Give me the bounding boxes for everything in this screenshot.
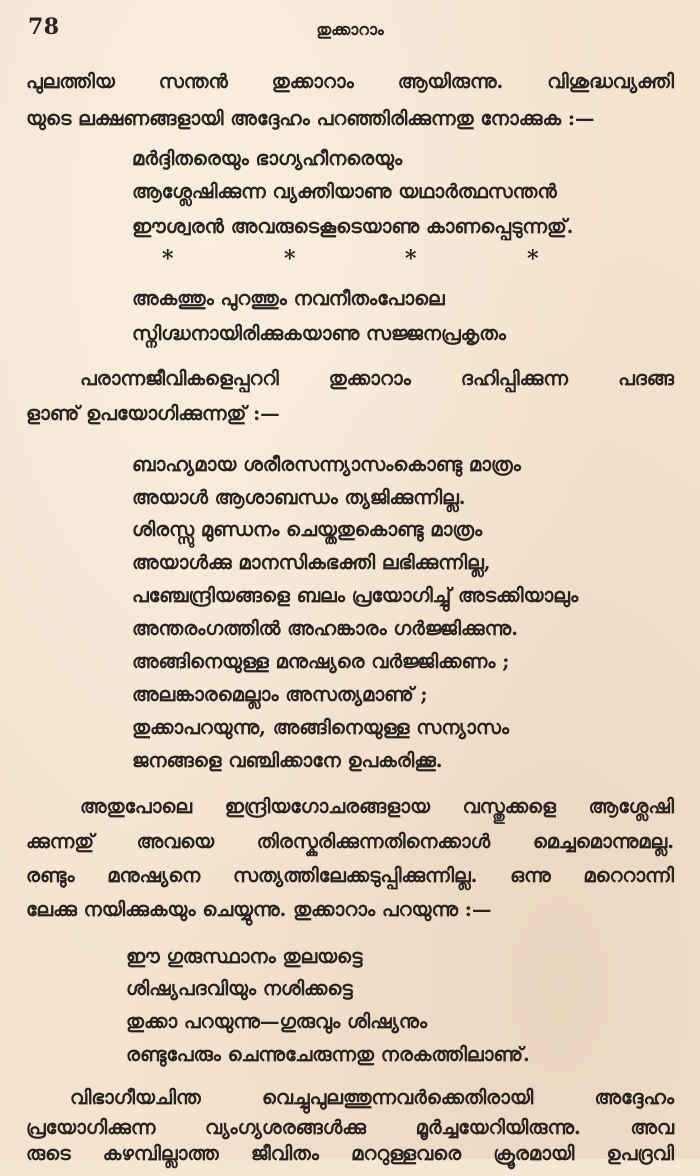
text-line: ളാണു് ഉപയോഗിക്കുന്നതു് :—: [26, 402, 280, 425]
separator-star: *: [527, 246, 539, 272]
text-line: രുടെ കഴമ്പില്ലാത്ത ജീവിതം മററുള്ളവരെ ക്രൂരമായി ഉപദ്രവി: [26, 1142, 674, 1165]
verse-line: അയാൾ ആശാബന്ധം ത്യജിക്കുന്നില്ല.: [132, 486, 466, 509]
verse-line: അങ്ങിനെയുള്ള മനുഷ്യരെ വർജ്ജിക്കണം ;: [132, 650, 510, 673]
text-line: വിഭാഗീയചിന്ത വെച്ചുപുലത്തുന്നവർക്കെതിരായി അദ്ദേഹം: [70, 1086, 674, 1109]
verse-line: രണ്ടുപേരും ചെന്നുചേരുന്നതു നരകത്തിലാണു്.: [126, 1043, 530, 1066]
verse-line: പഞ്ചേന്ദ്രിയങ്ങളെ ബലം പ്രയോഗിച്ചു് അടക്കിയാലും: [132, 584, 579, 607]
text-line: യുടെ ലക്ഷണങ്ങളായി അദ്ദേഹം പറഞ്ഞിരിക്കുന്നതു നോക്കുക :—: [26, 107, 595, 130]
verse-line: ജനങ്ങളെ വഞ്ചിക്കാനേ ഉപകരിക്കൂ.: [132, 749, 443, 772]
separator-star: *: [284, 246, 296, 272]
verse-line: ശിഷ്യപദവിയും നശിക്കട്ടെ: [126, 977, 353, 1000]
verse-line: സ്നിഗ്ദ്ധനായിരിക്കുകയാണു സജ്ജനപ്രകൃതം: [132, 322, 506, 345]
text-line: പുലത്തിയ സന്തൻ തുക്കാറാം ആയിരുന്നു. വിശുദ്ധവ്യക്തി: [26, 70, 674, 93]
separator-star: *: [162, 246, 174, 272]
verse-line: അകത്തും പുറത്തും നവനീതംപോലെ: [132, 287, 445, 310]
verse-line: മർദ്ദിതരെയും ഭാഗ്യഹീനരെയും: [132, 147, 403, 170]
verse-line: അന്തരംഗത്തിൽ അഹങ്കാരം ഗർജ്ജിക്കുന്നു.: [132, 617, 519, 640]
verse-line: ഈശ്വരൻ അവരുടെകൂടെയാണു കാണപ്പെടുന്നതു്.: [132, 215, 574, 238]
page-number: 78: [28, 14, 60, 40]
verse-line: ഈ ഗുരുസ്ഥാനം തുലയട്ടെ: [126, 945, 363, 968]
verse-line: അലങ്കാരമെല്ലാം അസത്യമാണു് ;: [132, 683, 428, 706]
running-header: തുക്കാറാം: [316, 20, 384, 39]
verse-line: ശിരസ്സു മുണ്ഡനം ചെയ്തതുകൊണ്ടു മാത്രം: [132, 518, 483, 541]
text-line: രണ്ടും മനുഷ്യനെ സത്യത്തിലേക്കടുപ്പിക്കുന്നില്ല. ഒന്നു മറെറാന്നി: [26, 864, 674, 887]
text-line: അതുപോലെ ഇന്ദ്രിയഗോചരങ്ങളായ വസ്തുക്കളെ ആശ്ലേഷി: [80, 795, 674, 818]
verse-line: തുക്കാപറയുന്നു, അങ്ങിനെയുള്ള സന്യാസം: [132, 716, 510, 739]
verse-line: ആശ്ലേഷിക്കുന്ന വ്യക്തിയാണു യഥാർത്ഥസന്തൻ: [132, 180, 557, 203]
text-line: പ്രയോഗിക്കുന്ന വ്യംഗ്യശരങ്ങൾക്കു മൂർച്ചയേറിയിരുന്നു. അവ: [26, 1116, 674, 1139]
text-line: പരാന്നജീവികളെപ്പററി തുക്കാറാം ദഹിപ്പിക്കുന്ന പദങ്ങ: [80, 367, 674, 390]
verse-line: തുക്കാ പറയുന്നു—ഗുരുവും ശിഷ്യനും: [126, 1010, 428, 1033]
text-line: ക്കുന്നതു് അവയെ തിരസ്കരിക്കുന്നതിനെക്കാൾ മെച്ചമൊന്നുമല്ല.: [26, 830, 674, 853]
section-separator: [0, 246, 700, 276]
separator-star: *: [405, 246, 417, 272]
verse-line: അയാൾക്കു മാനസികഭക്തി ലഭിക്കുന്നില്ല,: [132, 551, 491, 574]
text-line: ലേക്കു നയിക്കുകയും ചെയ്യുന്നു. തുക്കാറാം പറയുന്നു :—: [26, 898, 492, 921]
verse-line: ബാഹ്യമായ ശരീരസന്ന്യാസംകൊണ്ടു മാത്രം: [132, 453, 521, 476]
